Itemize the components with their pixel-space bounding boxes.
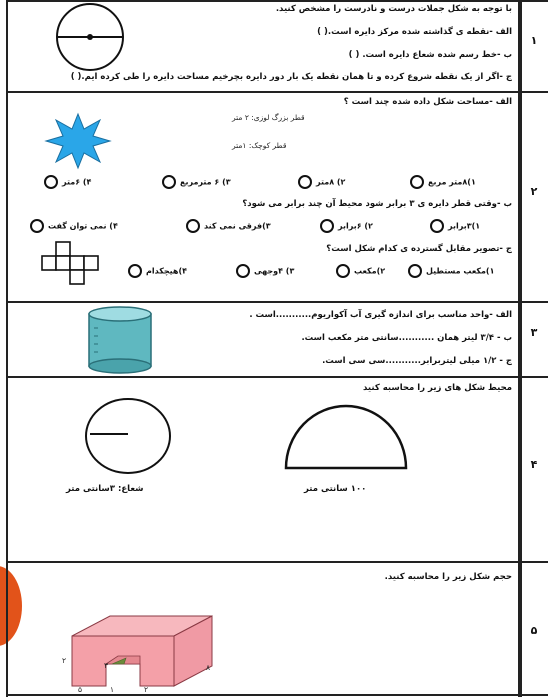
q2a-option-3[interactable] [162, 175, 231, 189]
question-number-3: ۳ [530, 326, 538, 339]
row-divider [6, 694, 548, 696]
prism-dim-label: ۳ [104, 661, 109, 670]
aquarium-cylinder-figure [84, 304, 156, 374]
row-divider [6, 561, 548, 563]
prism-dim-label: ۱ [110, 685, 115, 694]
star-figure [44, 112, 112, 170]
q2c-option-1-label: ۱)مکعب مستطیل [426, 266, 495, 276]
radio-circle-icon[interactable] [186, 219, 200, 233]
q1-statement-c: ج -اگر از یک نقطه شروع کرده و تا همان نقطه یک بار دور دایره بچرخیم مساحت دایره را طی کرده ایم.( ) [70, 72, 512, 82]
q2a-option-4-label: ۴) ۶متر [62, 177, 92, 187]
prism-dim-label: ۲ [144, 685, 149, 694]
q3-statement-c: ج - ۱/۲ میلی لیتربرابر...........سی سی است. [322, 356, 512, 366]
q2b-option-1[interactable] [430, 219, 480, 233]
circle-radius-figure [82, 396, 174, 476]
radio-circle-icon[interactable] [298, 175, 312, 189]
circle-radius-label: شعاع: ۳سانتی متر [66, 484, 144, 494]
q2b-option-3-label: ۳)فرقی نمی کند [204, 221, 271, 231]
q2a-option-2-label: ۲) ۸متر [316, 177, 346, 187]
q2c-option-3-label: ۳) ۴وجهی [254, 266, 295, 276]
q2a-option-1-label: ۱)۸متر مربع [428, 177, 476, 187]
q1-statement-a: الف -نقطه ی گذاشته شده مرکز دایره است.( ) [317, 27, 512, 37]
q2a-option-3-label: ۳) ۶ مترمربع [180, 177, 231, 187]
q2b-option-2[interactable] [320, 219, 373, 233]
radio-circle-icon[interactable] [320, 219, 334, 233]
q2b-option-1-label: ۱)۳برابر [448, 221, 481, 231]
prism-dim-label: ۸ [206, 663, 211, 672]
q2b-title: ب -وقتی قطر دایره ی ۳ برابر شود محیط آن چند برابر می شود؟ [242, 199, 512, 209]
semicircle-diameter-label: ۱۰۰ سانتی متر [304, 484, 367, 494]
q2c-title: ج -تصویر مقابل گسترده ی کدام شکل است؟ [326, 244, 512, 254]
radio-circle-icon[interactable] [430, 219, 444, 233]
q1-statement-b: ب -خط رسم شده شعاع دایره است. ( ) [348, 50, 512, 60]
number-column-divider [520, 0, 522, 697]
q2c-option-4[interactable] [128, 264, 187, 278]
radio-circle-icon[interactable] [162, 175, 176, 189]
q2b-option-2-label: ۲) ۶برابر [338, 221, 373, 231]
question-number-4: ۴ [530, 458, 538, 471]
q2a-title: الف -مساحت شکل داده شده چند است ؟ [343, 97, 512, 107]
row-divider [6, 91, 548, 93]
semicircle-figure [280, 398, 412, 472]
big-diagonal-label: قطر بزرگ لوزی: ۲ متر [232, 113, 305, 122]
radio-circle-icon[interactable] [128, 264, 142, 278]
row-divider [6, 376, 548, 378]
prism-figure [62, 612, 222, 694]
q3-statement-b: ب - ۳/۴ لیتر همان ...........سانتی متر مکعب است. [301, 333, 512, 343]
radio-circle-icon[interactable] [30, 219, 44, 233]
small-diagonal-label: قطر کوچک: ۱متر [232, 141, 287, 150]
circle-diameter-figure [52, 2, 128, 72]
q2c-option-3[interactable] [236, 264, 294, 278]
row-divider [6, 301, 548, 303]
q3-statement-a: الف -واحد مناسب برای اندازه گیری آب آکواریوم...........است . [249, 310, 512, 320]
radio-circle-icon[interactable] [410, 175, 424, 189]
q2b-option-4[interactable] [30, 219, 118, 233]
q2c-option-2[interactable] [336, 264, 385, 278]
question-number-5: ۵ [530, 624, 538, 637]
prism-dim-label: ۵ [78, 685, 83, 694]
q2c-option-1[interactable] [408, 264, 494, 278]
q4-title: محیط شکل های زیر را محاسبه کنید [362, 383, 512, 393]
q2a-option-1[interactable] [410, 175, 476, 189]
q1-title: با توجه به شکل جملات درست و نادرست را مشخص کنید. [275, 4, 512, 14]
q2a-option-2[interactable] [298, 175, 345, 189]
prism-dim-label: ۲ [62, 656, 67, 665]
q5-title: حجم شکل زیر را محاسبه کنید. [384, 572, 512, 582]
q2b-option-4-label: ۴) نمی توان گفت [48, 221, 118, 231]
q2c-option-2-label: ۲)مکعب [354, 266, 386, 276]
radio-circle-icon[interactable] [236, 264, 250, 278]
question-number-1: ۱ [530, 34, 538, 47]
radio-circle-icon[interactable] [408, 264, 422, 278]
radio-circle-icon[interactable] [336, 264, 350, 278]
q2b-option-3[interactable] [186, 219, 271, 233]
q2a-option-4[interactable] [44, 175, 91, 189]
radio-circle-icon[interactable] [44, 175, 58, 189]
question-number-2: ۲ [530, 185, 538, 198]
q2c-option-4-label: ۴)هیچکدام [146, 266, 188, 276]
cube-net-figure [40, 240, 104, 294]
